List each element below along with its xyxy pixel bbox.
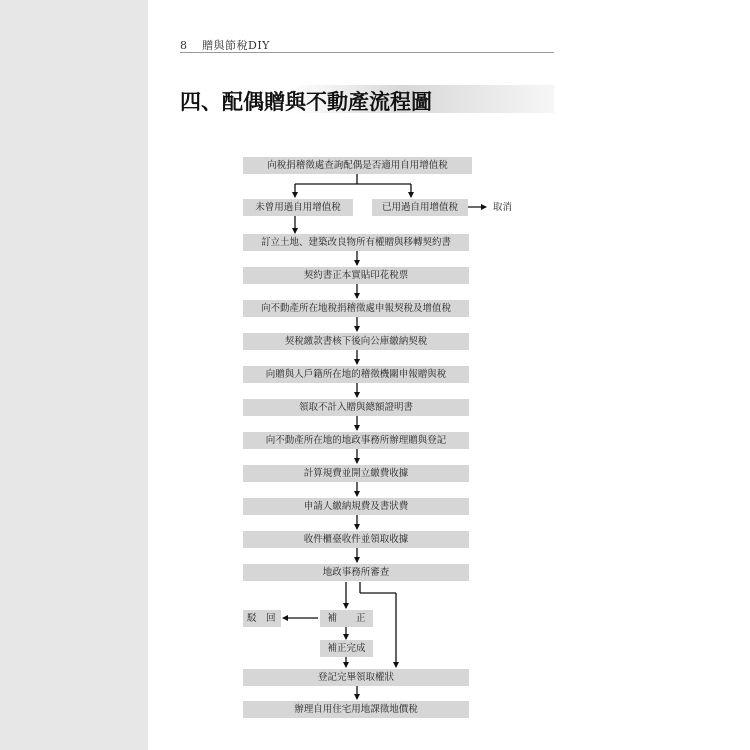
section-title: 四、配偶贈與不動產流程圖 [180,89,432,114]
correct-done-box: 補正完成 [320,640,373,657]
step-receipt-box: 收件櫃臺收件並領取收據 [243,531,469,548]
step-register-box: 登記完畢領取權狀 [243,669,469,686]
reject-box: 駁 回 [243,610,281,627]
page-number: 8 [180,39,188,52]
step-contract-box: 訂立土地、建築改良物所有權贈與移轉契約書 [243,234,469,251]
correct-box: 補 正 [320,610,373,627]
step-query-box: 向稅捐稽徵處查詢配偶是否適用自用增值稅 [243,157,472,174]
step-house-tax-box: 辦理自用住宅用地課徵地價稅 [243,701,469,718]
step-gift-tax-box: 向贈與人戶籍所在地的稽徵機關申報贈與稅 [243,366,469,383]
step-certificate-box: 領取不計入贈與總額證明書 [243,399,469,416]
step-land-office-box: 向不動產所在地的地政事務所辦理贈與登記 [243,432,469,449]
step-stamp-box: 契約書正本實貼印花稅票 [243,267,469,284]
cancel-label: 取消 [493,202,513,213]
step-pay-deed-tax-box: 契稅繳款書核下後向公庫繳納契稅 [243,333,469,350]
branch-not-used-box: 未曾用過自用增值稅 [243,199,353,216]
book-title: 贈與節稅DIY [202,39,270,52]
step-declare-tax-box: 向不動產所在地稅捐稽徵處申報契稅及增值稅 [243,300,469,317]
step-review-box: 地政事務所審查 [243,564,469,581]
branch-used-box: 已用過自用增值稅 [372,199,468,216]
step-fee-calc-box: 計算規費並開立繳費收據 [243,465,469,482]
step-pay-fee-box: 申請人繳納規費及書狀費 [243,498,469,515]
